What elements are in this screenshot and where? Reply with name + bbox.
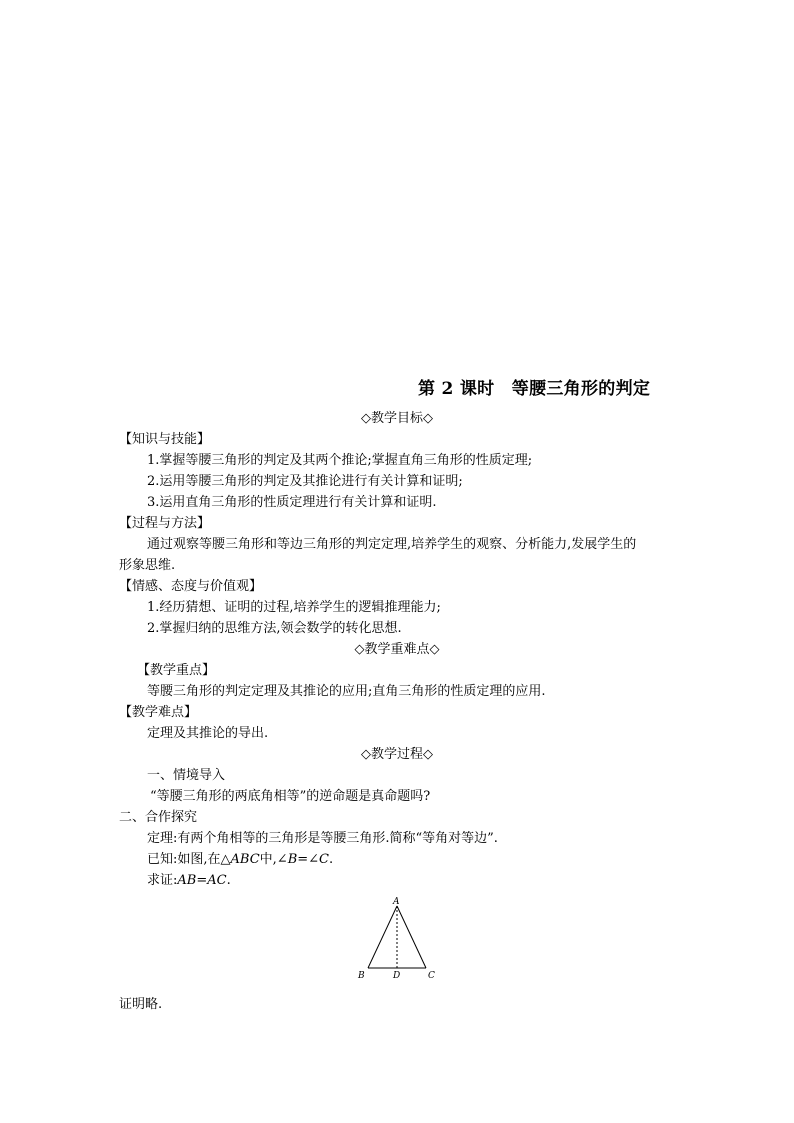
given-statement bbox=[147, 851, 333, 869]
difficulty-header: 【教学难点】 bbox=[119, 705, 198, 720]
given-eq: =∠ bbox=[297, 852, 320, 867]
explore-header: 二、合作探究 bbox=[119, 810, 198, 825]
label-c: C bbox=[428, 971, 435, 981]
given-angle-c: C bbox=[319, 852, 329, 867]
given-prefix: 已知:如图,在△ bbox=[147, 852, 231, 867]
lesson-title: 第 2 课时 等腰三角形的判定 bbox=[418, 379, 651, 399]
intro-header: 一、情境导入 bbox=[147, 768, 226, 783]
teaching-process-header: ◇教学过程◇ bbox=[361, 747, 433, 762]
process-method-header: 【过程与方法】 bbox=[119, 516, 211, 531]
knowledge-item: 1.掌握等腰三角形的判定及其两个推论;掌握直角三角形的性质定理; bbox=[147, 453, 533, 468]
prove-ac: AC bbox=[207, 873, 227, 888]
triangle-figure bbox=[350, 893, 440, 985]
side-ac bbox=[397, 906, 426, 968]
knowledge-item: 3.运用直角三角形的性质定理进行有关计算和证明. bbox=[147, 495, 437, 510]
intro-text: “等腰三角形的两底角相等”的逆命题是真命题吗? bbox=[150, 789, 431, 804]
process-method-text: 通过观察等腰三角形和等边三角形的判定定理,培养学生的观察、分析能力,发展学生的 bbox=[147, 537, 637, 552]
knowledge-item: 2.运用等腰三角形的判定及其推论进行有关计算和证明; bbox=[147, 474, 463, 489]
label-a: A bbox=[393, 897, 400, 907]
prove-prefix: 求证: bbox=[147, 873, 178, 888]
prove-end: . bbox=[226, 873, 231, 888]
difficulty-text: 定理及其推论的导出. bbox=[147, 726, 269, 741]
prove-ab: AB bbox=[177, 873, 197, 888]
prove-eq: = bbox=[196, 873, 208, 888]
given-end: . bbox=[329, 852, 334, 867]
key-points-text: 等腰三角形的判定定理及其推论的应用;直角三角形的性质定理的应用. bbox=[147, 684, 546, 699]
knowledge-header: 【知识与技能】 bbox=[119, 432, 211, 447]
emotion-item: 1.经历猜想、证明的过程,培养学生的逻辑推理能力; bbox=[147, 600, 441, 615]
emotion-header: 【情感、态度与价值观】 bbox=[119, 579, 263, 594]
given-triangle-name: ABC bbox=[230, 852, 260, 867]
theorem-text: 定理:有两个角相等的三角形是等腰三角形.简称“等角对等边”. bbox=[147, 831, 498, 846]
emotion-item: 2.掌握归纳的思维方法,领会数学的转化思想. bbox=[147, 621, 402, 636]
key-difficulty-header: ◇教学重难点◇ bbox=[354, 642, 440, 657]
prove-statement bbox=[147, 872, 231, 890]
key-points-header: 【教学重点】 bbox=[137, 663, 216, 678]
given-angle-b: B bbox=[287, 852, 298, 867]
given-mid: 中,∠ bbox=[259, 852, 288, 867]
process-method-text-cont: 形象思维. bbox=[119, 558, 176, 573]
side-ab bbox=[368, 906, 397, 968]
objectives-header: ◇教学目标◇ bbox=[361, 411, 433, 426]
label-d: D bbox=[393, 971, 401, 981]
label-b: B bbox=[358, 971, 365, 981]
proof-omitted: 证明略. bbox=[119, 997, 163, 1012]
